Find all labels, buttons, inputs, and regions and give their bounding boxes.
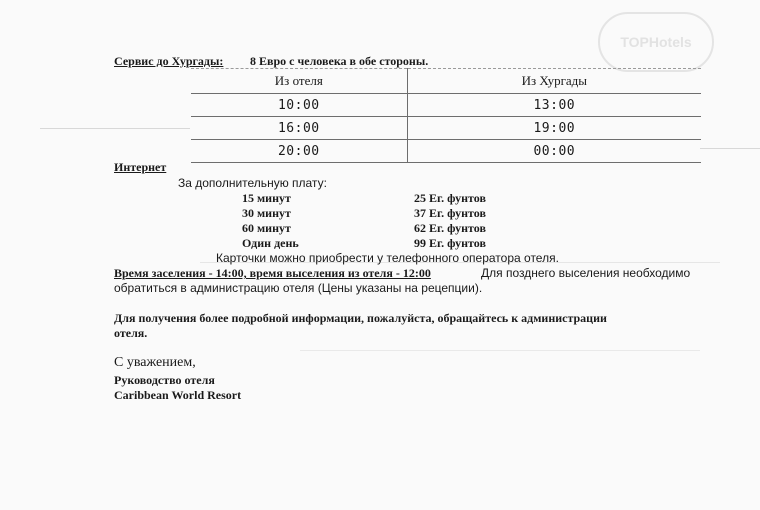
- checkin-times: Время заселения - 14:00, время выселения из отеля - 12:00: [114, 266, 431, 280]
- price-duration: Один день: [242, 236, 299, 250]
- price-duration: 60 минут: [242, 221, 291, 235]
- transfer-timetable: [191, 68, 701, 163]
- price-amount: 25 Ег. фунтов: [414, 191, 486, 205]
- table-row: [191, 117, 701, 140]
- service-label: Сервис до Хургады:: [114, 54, 224, 68]
- hotel-management: Руководство отеля: [114, 373, 215, 387]
- price-amount: 99 Ег. фунтов: [414, 236, 486, 250]
- tophotels-watermark-logo: TOPHotels: [598, 12, 714, 72]
- price-duration: 30 минут: [242, 206, 291, 220]
- cards-note: Карточки можно приобрести у телефонного оператора отеля.: [216, 251, 559, 265]
- table-cell: 20:00: [191, 140, 407, 163]
- table-cell: 13:00: [407, 94, 701, 117]
- table-cell: 19:00: [407, 117, 701, 140]
- late-checkout-note: Для позднего выселения необходимо: [481, 266, 691, 280]
- price-amount: 37 Ег. фунтов: [414, 206, 486, 220]
- info-text: Для получения более подробной информации, пожалуйста, обращайтесь к администрации: [114, 311, 607, 325]
- table-row: [191, 94, 701, 117]
- resort-name: Caribbean World Resort: [114, 388, 242, 402]
- info-text-cont: отеля.: [114, 326, 148, 340]
- table-row: [191, 140, 701, 163]
- late-checkout-note-cont: обратиться в администрацию отеля (Цены указаны на рецепции).: [114, 281, 483, 295]
- table-cell: 10:00: [191, 94, 407, 117]
- column-header-from-hurghada: Из Хургады: [407, 69, 701, 94]
- service-text: 8 Евро с человека в обе стороны.: [250, 54, 429, 68]
- regards: С уважением,: [114, 355, 196, 370]
- table-cell: 00:00: [407, 140, 701, 163]
- table-cell: 16:00: [191, 117, 407, 140]
- table-header-row: [191, 69, 701, 94]
- price-amount: 62 Ег. фунтов: [414, 221, 486, 235]
- internet-heading: Интернет: [114, 160, 167, 174]
- price-duration: 15 минут: [242, 191, 291, 205]
- internet-intro: За дополнительную плату:: [178, 176, 327, 190]
- column-header-from-hotel: Из отеля: [191, 69, 407, 94]
